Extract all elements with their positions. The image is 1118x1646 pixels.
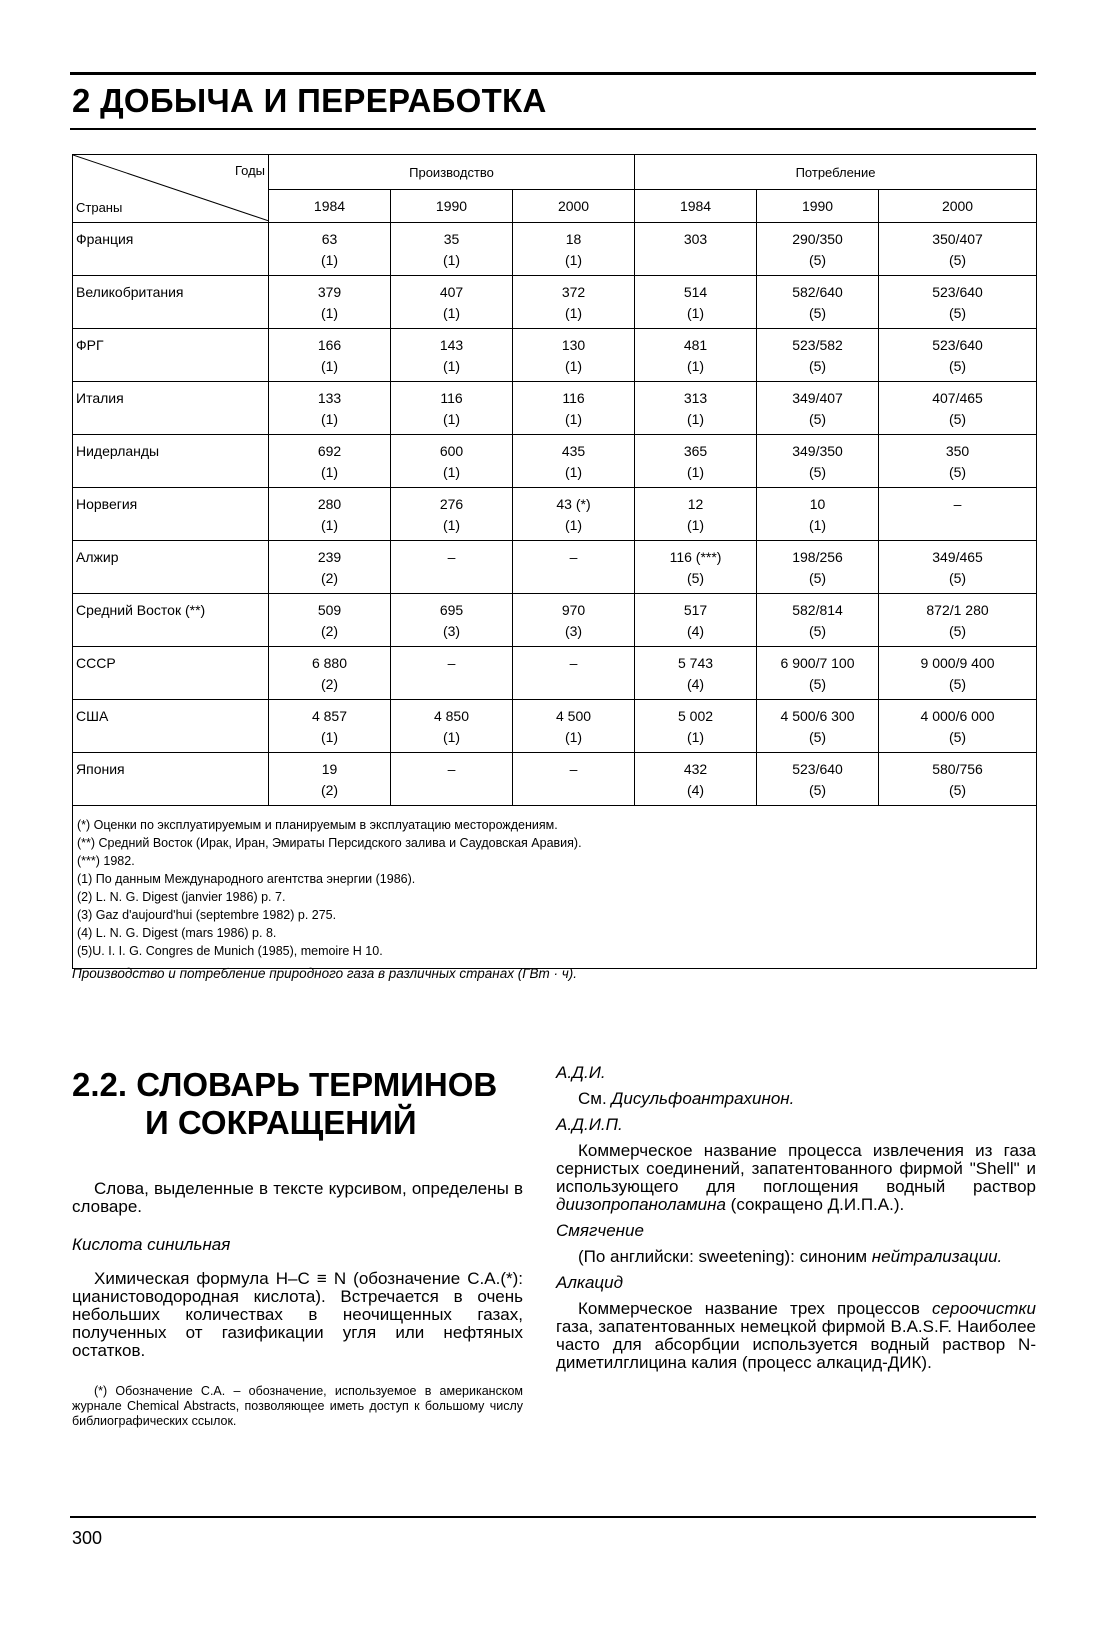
value-cell <box>391 435 513 488</box>
source-ref: (2) <box>320 676 339 692</box>
section-title-line1: 2.2. СЛОВАРЬ ТЕРМИНОВ <box>72 1066 498 1103</box>
source-ref: (3) <box>442 623 461 639</box>
table-row <box>73 541 1037 594</box>
value-cell <box>635 488 757 541</box>
value: 350 <box>945 443 970 459</box>
value-cell <box>269 700 391 753</box>
value: 130 <box>561 337 586 353</box>
value: 435 <box>561 443 586 459</box>
value-cell <box>391 223 513 276</box>
country-cell: Средний Восток (**) <box>73 594 269 647</box>
value-cell <box>269 276 391 329</box>
footnote: (*) Обозначение С.А. – обозначение, используемое в американском журнале Chemical Abstracts, позволяющее иметь доступ к большому числу библиографических ссылок. <box>72 1384 523 1428</box>
value: 582/814 <box>792 602 843 618</box>
value-cell <box>269 435 391 488</box>
source-ref: (1) <box>686 305 705 321</box>
table-caption: Производство и потребление природного газа в различных странах (ГВт · ч). <box>72 966 578 981</box>
source-ref: (5) <box>948 570 967 586</box>
source-ref: (5) <box>808 676 827 692</box>
source-ref: (1) <box>564 464 583 480</box>
value: – <box>953 496 962 512</box>
country-cell: СССР <box>73 647 269 700</box>
value-cell <box>879 435 1037 488</box>
value: 407/465 <box>932 390 983 406</box>
section-title-line2: И СОКРАЩЕНИЙ <box>145 1104 417 1141</box>
value: 276 <box>439 496 464 512</box>
value: 350/407 <box>932 231 983 247</box>
value-cell <box>391 753 513 806</box>
value: 116 <box>440 390 463 406</box>
value: 692 <box>317 443 342 459</box>
source-ref: (5) <box>686 570 705 586</box>
source-ref: (1) <box>686 729 705 745</box>
value-cell <box>879 329 1037 382</box>
value: 349/350 <box>792 443 843 459</box>
value: 582/640 <box>792 284 843 300</box>
value: 4 500 <box>555 708 592 724</box>
table-row <box>73 435 1037 488</box>
value: 12 <box>687 496 704 512</box>
year-header: 1984 <box>269 190 391 223</box>
source-ref: (5) <box>948 676 967 692</box>
value-cell <box>757 647 879 700</box>
source-ref: (5) <box>948 729 967 745</box>
value: 365 <box>683 443 708 459</box>
table-corner-cell <box>73 155 269 223</box>
value-cell <box>879 276 1037 329</box>
source-ref: (5) <box>808 729 827 745</box>
table-row <box>73 700 1037 753</box>
term-alkacid-definition: Коммерческое название трех процессов сероочистки газа, запатентованных немецкой фирмой B.A.S.F. Наиболее часто для абсорбции используется водный раствор N-диметилглицина калия (процесс алкацид-ДИК). <box>556 1299 1036 1372</box>
value-cell <box>391 700 513 753</box>
term-hydrocyanic-acid-definition: Химическая формула H–C ≡ N (обозначение C.A.(*): цианистоводородная кислота). Встречается в очень небольших количествах в неочищенных газах, полученных от газификации угля или нефтяных остатков. <box>72 1269 523 1360</box>
value-cell <box>757 594 879 647</box>
year-header: 1990 <box>391 190 513 223</box>
year-header: 1984 <box>635 190 757 223</box>
value-cell <box>757 382 879 435</box>
table-row <box>73 594 1037 647</box>
source-ref: (1) <box>442 358 461 374</box>
source-ref: (1) <box>686 464 705 480</box>
value: 313 <box>683 390 708 406</box>
source-ref: (4) <box>686 623 705 639</box>
source-ref: (1) <box>320 464 339 480</box>
source-ref: (5) <box>948 782 967 798</box>
value: 481 <box>683 337 708 353</box>
value-cell <box>391 382 513 435</box>
value: 4 000/6 000 <box>920 708 995 724</box>
source-ref: (1) <box>442 305 461 321</box>
value: 407 <box>439 284 464 300</box>
term-adip-definition: Коммерческое название процесса извлечения из газа сернистых соединений, запатентованного фирмой "Shell" и использующего для поглощения водный раствор диизопропаноламина (сокращено Д.И.П.А.). <box>556 1141 1036 1214</box>
value: 523/582 <box>792 337 843 353</box>
source-ref: (2) <box>320 623 339 639</box>
value: 514 <box>683 284 708 300</box>
source-ref: (1) <box>442 411 461 427</box>
value: 198/256 <box>792 549 843 565</box>
value: 43 (*) <box>556 496 591 512</box>
value-cell <box>635 541 757 594</box>
intro-paragraph: Слова, выделенные в тексте курсивом, определены в словаре. <box>72 1179 523 1216</box>
year-header: 2000 <box>879 190 1037 223</box>
value: 63 <box>321 231 338 247</box>
value: 5 743 <box>678 655 714 671</box>
value-cell <box>513 488 635 541</box>
value: 18 <box>565 231 582 247</box>
source-ref: (1) <box>686 358 705 374</box>
value: 10 <box>809 496 826 512</box>
value-cell <box>635 435 757 488</box>
term-adi-definition: См. Дисульфоантрахинон. <box>578 1089 795 1108</box>
value: 432 <box>683 761 708 777</box>
value-cell <box>269 647 391 700</box>
country-cell: Франция <box>73 223 269 276</box>
source-ref: (5) <box>948 623 967 639</box>
value-cell <box>391 329 513 382</box>
page-number: 300 <box>72 1528 103 1548</box>
value: 872/1 280 <box>926 602 989 618</box>
table-row <box>73 647 1037 700</box>
term-adi: А.Д.И. <box>556 1063 606 1082</box>
table-row <box>73 382 1037 435</box>
source-ref: (1) <box>564 729 583 745</box>
table-notes <box>73 806 1037 969</box>
value: 6 900/7 100 <box>780 655 855 671</box>
gas-table <box>72 154 1036 969</box>
source-ref: (1) <box>564 411 583 427</box>
value: – <box>447 655 456 671</box>
value-cell <box>513 594 635 647</box>
table-note: (*) Оценки по эксплуатируемым и планируемым в эксплуатацию месторождениям. <box>77 818 558 832</box>
source-ref: (5) <box>808 305 827 321</box>
value-cell <box>635 329 757 382</box>
source-ref: (3) <box>564 623 583 639</box>
value-cell <box>635 276 757 329</box>
value-cell <box>513 276 635 329</box>
country-cell: ФРГ <box>73 329 269 382</box>
left-column <box>72 1180 523 1429</box>
value-cell <box>879 382 1037 435</box>
value-cell <box>513 700 635 753</box>
source-ref: (1) <box>564 305 583 321</box>
value: – <box>447 761 456 777</box>
top-rule <box>70 72 1036 75</box>
value-cell <box>757 753 879 806</box>
source-ref: (1) <box>320 517 339 533</box>
source-ref: (5) <box>808 623 827 639</box>
value-cell <box>757 435 879 488</box>
bottom-rule <box>70 1516 1036 1518</box>
value-cell <box>391 647 513 700</box>
value: – <box>569 549 578 565</box>
value-cell <box>391 276 513 329</box>
right-column <box>556 1064 1036 1372</box>
value: – <box>569 761 578 777</box>
consumption-header: Потребление <box>635 155 1037 190</box>
link-disulfoanthraquinone: Дисульфоантрахинон. <box>611 1089 795 1108</box>
table-note: (5)U. I. I. G. Congres de Munich (1985), memoire H 10. <box>77 944 383 958</box>
source-ref: (5) <box>808 358 827 374</box>
source-ref: (1) <box>320 305 339 321</box>
value-cell <box>879 541 1037 594</box>
value: 372 <box>561 284 586 300</box>
value-cell <box>635 382 757 435</box>
source-ref: (1) <box>808 517 827 533</box>
table-note: (2) L. N. G. Digest (janvier 1986) p. 7. <box>77 890 286 904</box>
value-cell <box>879 488 1037 541</box>
value-cell <box>513 541 635 594</box>
source-ref: (5) <box>948 464 967 480</box>
section-title <box>72 1066 497 1142</box>
value-cell <box>269 382 391 435</box>
source-ref: (1) <box>564 252 583 268</box>
source-ref: (5) <box>948 252 967 268</box>
value-cell <box>879 223 1037 276</box>
value: 600 <box>439 443 464 459</box>
value-cell <box>269 753 391 806</box>
table-note: (3) Gaz d'aujourd'hui (septembre 1982) p. 275. <box>77 908 337 922</box>
source-ref: (5) <box>808 464 827 480</box>
value: 290/350 <box>792 231 843 247</box>
production-header: Производство <box>269 155 635 190</box>
value-cell <box>757 276 879 329</box>
table-row <box>73 488 1037 541</box>
link-desulfurization: сероочистки <box>932 1299 1036 1318</box>
link-diisopropanolamine: диизопропаноламина <box>556 1195 726 1214</box>
country-cell: Великобритания <box>73 276 269 329</box>
value: 509 <box>317 602 342 618</box>
value: 239 <box>317 549 342 565</box>
value-cell <box>757 329 879 382</box>
country-cell: Италия <box>73 382 269 435</box>
value: 133 <box>317 390 342 406</box>
term-sweetening: Смягчение <box>556 1221 644 1240</box>
source-ref: (5) <box>948 305 967 321</box>
source-ref: (4) <box>686 676 705 692</box>
value: – <box>569 655 578 671</box>
country-cell: США <box>73 700 269 753</box>
value-cell <box>269 329 391 382</box>
term-adip: А.Д.И.П. <box>556 1115 623 1134</box>
country-cell: Япония <box>73 753 269 806</box>
value-cell <box>879 594 1037 647</box>
value: 695 <box>439 602 464 618</box>
value: 580/756 <box>932 761 983 777</box>
value-cell <box>269 594 391 647</box>
value: 4 500/6 300 <box>780 708 855 724</box>
table-note: (1) По данным Международного агентства энергии (1986). <box>77 872 416 886</box>
corner-countries-label: Страны <box>76 200 123 215</box>
source-ref: (1) <box>320 358 339 374</box>
table-row <box>73 753 1037 806</box>
source-ref: (5) <box>948 358 967 374</box>
value: 303 <box>683 231 708 247</box>
value-cell <box>513 435 635 488</box>
source-ref: (1) <box>442 517 461 533</box>
value-cell <box>635 594 757 647</box>
value: 4 857 <box>311 708 348 724</box>
value-cell <box>513 753 635 806</box>
value: 349/407 <box>792 390 843 406</box>
value-cell <box>269 488 391 541</box>
source-ref: (1) <box>442 252 461 268</box>
value: 116 (***) <box>669 549 722 565</box>
value-cell <box>635 223 757 276</box>
source-ref: (1) <box>564 517 583 533</box>
source-ref: (5) <box>808 782 827 798</box>
chapter-rule <box>70 128 1036 130</box>
source-ref: (5) <box>808 252 827 268</box>
value-cell <box>879 700 1037 753</box>
value-cell <box>513 382 635 435</box>
source-ref: (2) <box>320 782 339 798</box>
country-cell: Нидерланды <box>73 435 269 488</box>
source-ref: (1) <box>320 411 339 427</box>
value-cell <box>757 488 879 541</box>
year-header: 2000 <box>513 190 635 223</box>
term-alkacid: Алкацид <box>556 1273 623 1292</box>
value-cell <box>391 594 513 647</box>
value: 379 <box>317 284 342 300</box>
country-cell: Алжир <box>73 541 269 594</box>
source-ref: (1) <box>686 411 705 427</box>
source-ref: (1) <box>686 517 705 533</box>
table-row <box>73 329 1037 382</box>
source-ref: (5) <box>808 411 827 427</box>
table-note: (**) Средний Восток (Ирак, Иран, Эмираты Персидского залива и Саудовская Аравия). <box>77 836 582 850</box>
value: 116 <box>562 390 585 406</box>
value: 5 002 <box>678 708 714 724</box>
value-cell <box>269 223 391 276</box>
value-cell <box>635 647 757 700</box>
value-cell <box>879 753 1037 806</box>
source-ref: (5) <box>808 570 827 586</box>
table-note: (4) L. N. G. Digest (mars 1986) p. 8. <box>77 926 277 940</box>
value: 6 880 <box>311 655 348 671</box>
value: 523/640 <box>932 337 983 353</box>
source-ref: (2) <box>320 570 339 586</box>
term-sweetening-definition: (По английски: sweetening): синоним нейтрализации. <box>578 1247 1003 1266</box>
source-ref: (1) <box>564 358 583 374</box>
value: 349/465 <box>932 549 983 565</box>
source-ref: (1) <box>320 252 339 268</box>
value: 143 <box>439 337 464 353</box>
value-cell <box>757 700 879 753</box>
table-row <box>73 223 1037 276</box>
value: 517 <box>683 602 708 618</box>
value-cell <box>269 541 391 594</box>
value: 970 <box>561 602 586 618</box>
value: – <box>447 549 456 565</box>
corner-years-label: Годы <box>234 163 265 178</box>
value-cell <box>757 541 879 594</box>
chapter-title: 2 ДОБЫЧА И ПЕРЕРАБОТКА <box>72 82 547 119</box>
value-cell <box>391 541 513 594</box>
value-cell <box>513 223 635 276</box>
link-neutralization: нейтрализации. <box>871 1247 1003 1266</box>
source-ref: (1) <box>442 464 461 480</box>
table-note: (***) 1982. <box>77 854 135 868</box>
value-cell <box>757 223 879 276</box>
value: 523/640 <box>792 761 843 777</box>
value-cell <box>391 488 513 541</box>
value-cell <box>635 700 757 753</box>
value: 280 <box>317 496 342 512</box>
value: 523/640 <box>932 284 983 300</box>
country-cell: Норвегия <box>73 488 269 541</box>
source-ref: (1) <box>442 729 461 745</box>
table-row <box>73 276 1037 329</box>
value-cell <box>513 329 635 382</box>
source-ref: (4) <box>686 782 705 798</box>
value: 35 <box>443 231 460 247</box>
value: 9 000/9 400 <box>920 655 995 671</box>
value: 19 <box>321 761 338 777</box>
value-cell <box>635 753 757 806</box>
source-ref: (5) <box>948 411 967 427</box>
value: 4 850 <box>433 708 470 724</box>
term-hydrocyanic-acid: Кислота синильная <box>72 1235 231 1254</box>
year-header: 1990 <box>757 190 879 223</box>
source-ref: (1) <box>320 729 339 745</box>
value-cell <box>513 647 635 700</box>
value-cell <box>879 647 1037 700</box>
value: 166 <box>317 337 342 353</box>
